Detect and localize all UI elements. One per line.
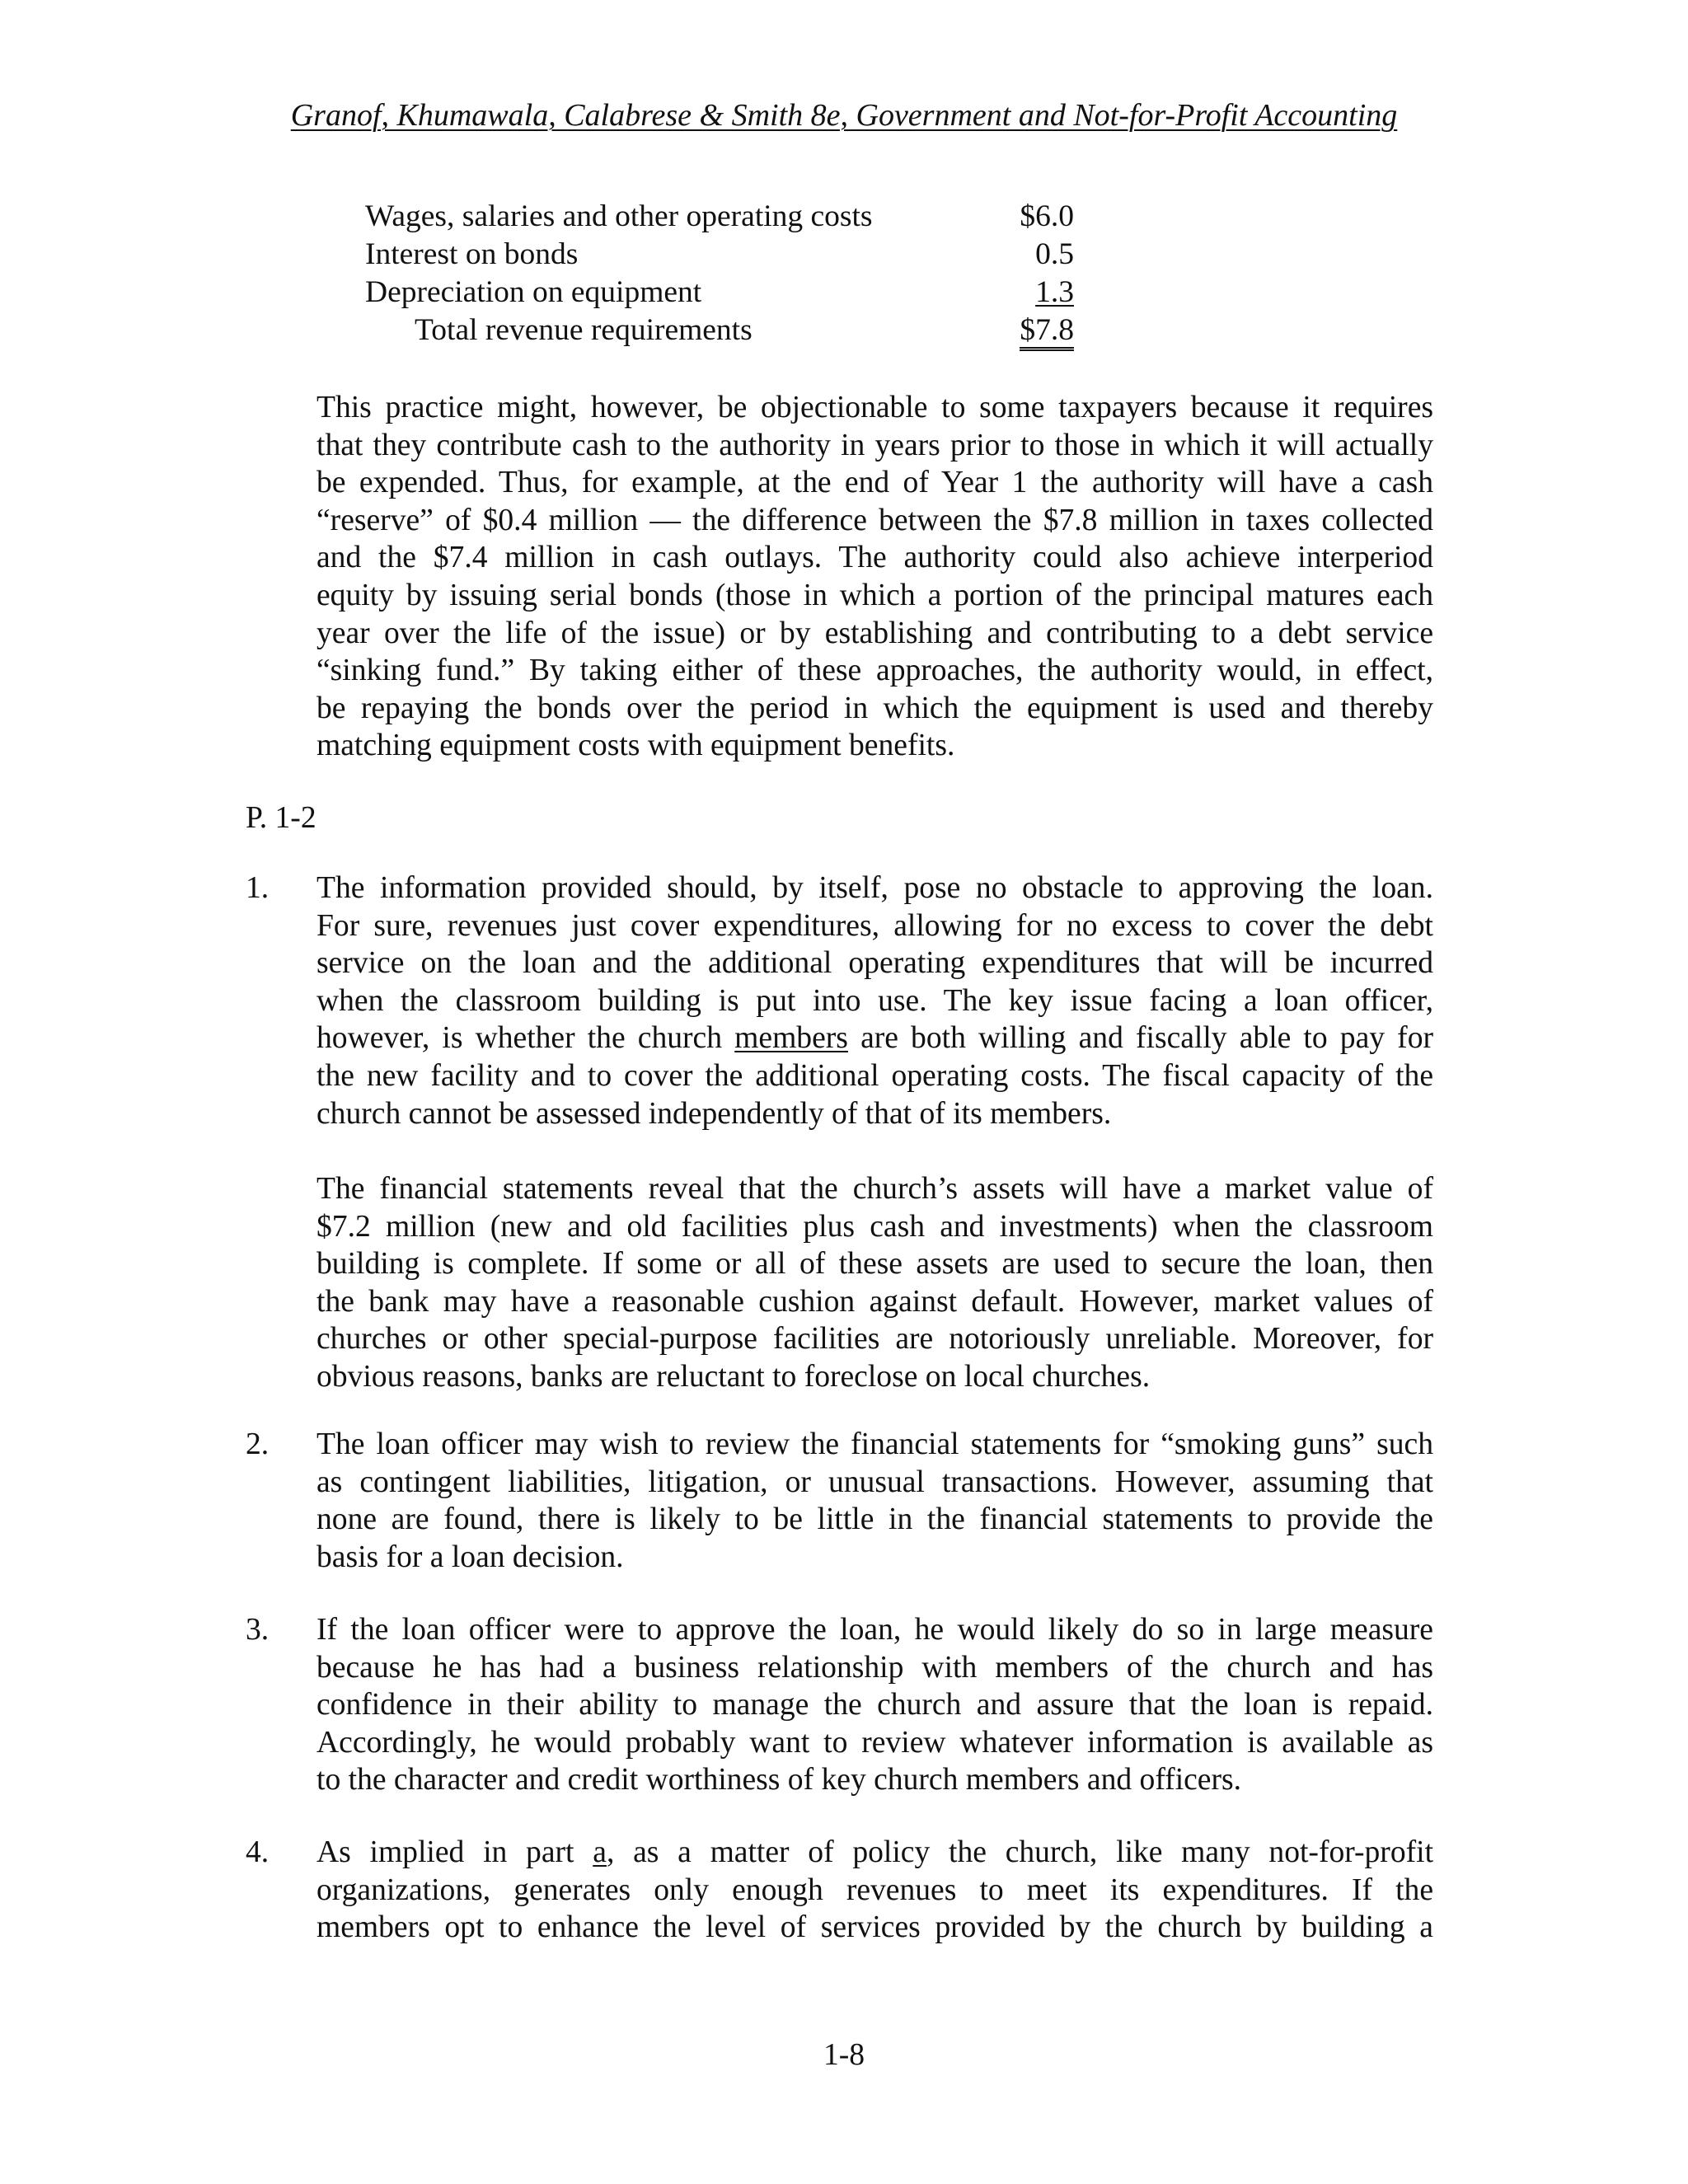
answer-item-1-continued bbox=[316, 1170, 1433, 1396]
text-line: matching equipment costs with equipment benefits. bbox=[316, 729, 955, 763]
text-span: As implied in part bbox=[316, 1835, 574, 1869]
table-row bbox=[365, 274, 1074, 312]
text-line: This practice might, however, be objectionable to some taxpayers because it requires bbox=[316, 391, 1433, 424]
text-span: , as a matter of policy the church, like many not-for-profit bbox=[606, 1835, 1434, 1869]
answer-item-2 bbox=[316, 1426, 1433, 1576]
text-line: that they contribute cash to the authority in years prior to those in which it will actually bbox=[316, 428, 1433, 462]
text-line: church cannot be assessed independently of that of its members. bbox=[316, 1096, 1112, 1131]
text-line: For sure, revenues just cover expenditures, allowing for no excess to cover the debt bbox=[316, 908, 1433, 943]
text-line: obvious reasons, banks are reluctant to foreclose on local churches. bbox=[316, 1359, 1151, 1394]
text-line: “reserve” of $0.4 million — the difference between the $7.8 million in taxes collected bbox=[316, 503, 1433, 537]
text-span: however, is whether the church bbox=[316, 1021, 723, 1056]
text-line: $7.2 million (new and old facilities plus cash and investments) when the classroom bbox=[316, 1209, 1433, 1244]
table-row bbox=[365, 198, 1074, 236]
answer-item-3 bbox=[316, 1611, 1433, 1799]
text-line: year over the life of the issue) or by establishing and contributing to a debt service bbox=[316, 616, 1433, 650]
text-line: to the character and credit worthiness of key church members and officers. bbox=[316, 1763, 1242, 1797]
answer-item-4 bbox=[316, 1834, 1433, 1947]
text-span: are both willing and fiscally able to pay for bbox=[860, 1021, 1433, 1056]
table-row-total bbox=[365, 312, 1074, 349]
text-line: Accordingly, he would probably want to review whatever information is available as bbox=[316, 1725, 1433, 1760]
text-line: none are found, there is likely to be little in the financial statements to provide the bbox=[316, 1502, 1433, 1537]
text-line bbox=[316, 1019, 1433, 1057]
item-number: 2. bbox=[246, 1427, 270, 1461]
answer-item-1 bbox=[316, 869, 1433, 1132]
text-line: because he has had a business relationship with members of the church and has bbox=[316, 1650, 1433, 1685]
total-value: $7.8 bbox=[1020, 314, 1074, 351]
text-line: members opt to enhance the level of services provided by the church by building a bbox=[316, 1910, 1433, 1945]
row-label: Interest on bonds bbox=[365, 237, 579, 271]
text-line bbox=[316, 1834, 1433, 1872]
text-line: churches or other special-purpose facilities are notoriously unreliable. Moreover, for bbox=[316, 1322, 1433, 1357]
row-value-total bbox=[1020, 312, 1074, 351]
text-line: The loan officer may wish to review the financial statements for “smoking guns” such bbox=[316, 1427, 1433, 1461]
emphasized-word: a bbox=[593, 1835, 607, 1869]
text-line: be repaying the bonds over the period in which the equipment is used and thereby bbox=[316, 691, 1433, 725]
item-number: 3. bbox=[246, 1613, 270, 1647]
text-line: If the loan officer were to approve the loan, he would likely do so in large measure bbox=[316, 1613, 1433, 1647]
running-header: Granof, Khumawala, Calabrese & Smith 8e, Government and Not-for-Profit Accounting bbox=[290, 98, 1398, 133]
text-line: The financial statements reveal that the church’s assets will have a market value of bbox=[316, 1172, 1433, 1206]
text-line: and the $7.4 million in cash outlays. The authority could also achieve interperiod bbox=[316, 541, 1433, 575]
page-number: 1-8 bbox=[823, 2038, 865, 2072]
text-line: service on the loan and the additional operating expenditures that will be incurred bbox=[316, 946, 1433, 981]
text-line: The information provided should, by itself, pose no obstacle to approving the loan. bbox=[316, 871, 1433, 905]
row-value: 0.5 bbox=[1035, 237, 1074, 271]
text-line: the bank may have a reasonable cushion against default. However, market values of bbox=[316, 1284, 1433, 1319]
text-line: organizations, generates only enough revenues to meet its expenditures. If the bbox=[316, 1872, 1433, 1907]
text-line: basis for a loan decision. bbox=[316, 1540, 624, 1574]
text-line: equity by issuing serial bonds (those in which a portion of the principal matures each bbox=[316, 578, 1433, 612]
row-label: Wages, salaries and other operating costs bbox=[365, 199, 873, 233]
text-line: confidence in their ability to manage the church and assure that the loan is repaid. bbox=[316, 1688, 1433, 1722]
emphasized-word: members bbox=[734, 1021, 848, 1056]
item-number: 4. bbox=[246, 1835, 270, 1869]
table-row bbox=[365, 236, 1074, 274]
row-label: Depreciation on equipment bbox=[365, 275, 702, 309]
row-value: $6.0 bbox=[1020, 199, 1074, 233]
paragraph-interperiod-equity bbox=[316, 389, 1433, 765]
row-label: Total revenue requirements bbox=[415, 313, 753, 347]
row-value: 1.3 bbox=[1035, 275, 1074, 309]
revenue-requirements-table bbox=[365, 198, 1074, 349]
text-line: “sinking fund.” By taking either of these approaches, the authority would, in effect, bbox=[316, 654, 1433, 688]
item-number: 1. bbox=[246, 871, 270, 905]
text-line: building is complete. If some or all of these assets are used to secure the loan, then bbox=[316, 1247, 1433, 1282]
section-heading: P. 1-2 bbox=[246, 801, 316, 835]
text-line: as contingent liabilities, litigation, or unusual transactions. However, assuming that bbox=[316, 1465, 1433, 1499]
text-line: when the classroom building is put into use. The key issue facing a loan officer, bbox=[316, 983, 1433, 1018]
text-line: be expended. Thus, for example, at the end of Year 1 the authority will have a cash bbox=[316, 466, 1433, 500]
text-line: the new facility and to cover the additional operating costs. The fiscal capacity of the bbox=[316, 1058, 1433, 1093]
